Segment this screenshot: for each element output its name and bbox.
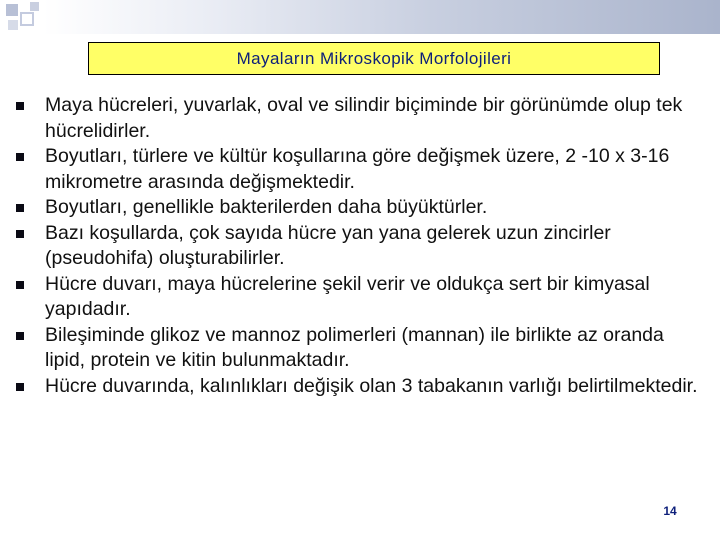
- square-bullet-icon: [16, 153, 24, 161]
- bullet-text: Hücre duvarı, maya hücrelerine şekil verir ve oldukça sert bir kimyasal yapıdadır.: [45, 272, 650, 320]
- square-bullet-icon: [16, 204, 24, 212]
- bullet-item: [0, 93, 720, 144]
- header-gradient: [0, 0, 720, 34]
- decorative-square-icon: [6, 4, 18, 16]
- slide-title: Mayaların Mikroskopik Morfolojileri: [236, 48, 512, 68]
- bullet-text: Boyutları, türlere ve kültür koşullarına göre değişmek üzere, 2 -10 x 3-16 mikrometre arasında değişmektedir.: [45, 145, 670, 193]
- bullet-text: Boyutları, genellikle bakterilerden daha büyüktürler.: [45, 196, 488, 218]
- decorative-square-icon: [30, 2, 39, 11]
- square-bullet-icon: [16, 102, 24, 110]
- bullet-list: [0, 93, 720, 399]
- bullet-text: Bazı koşullarda, çok sayıda hücre yan yana gelerek uzun zincirler (pseudohifa) oluşturabilirler.: [45, 221, 611, 269]
- bullet-item: [0, 195, 720, 221]
- bullet-item: [0, 144, 720, 195]
- square-bullet-icon: [16, 281, 24, 289]
- square-bullet-icon: [16, 230, 24, 238]
- bullet-text: Bileşiminde glikoz ve mannoz polimerleri (mannan) ile birlikte az oranda lipid, protein ve kitin bulunmaktadır.: [45, 323, 664, 371]
- page-number: 14: [663, 504, 677, 518]
- decorative-square-icon: [20, 12, 34, 26]
- slide-title-box: [88, 42, 660, 75]
- square-bullet-icon: [16, 383, 24, 391]
- bullet-item: [0, 323, 720, 374]
- top-decorative-band: [0, 0, 720, 40]
- bullet-text: Maya hücreleri, yuvarlak, oval ve silindir biçiminde bir görünümde olup tek hücrelidirler.: [45, 94, 683, 142]
- bullet-text: Hücre duvarında, kalınlıkları değişik olan 3 tabakanın varlığı belirtilmektedir.: [45, 374, 698, 397]
- bullet-item: [0, 221, 720, 272]
- bullet-item: [0, 272, 720, 323]
- square-bullet-icon: [16, 332, 24, 340]
- decorative-square-icon: [8, 20, 18, 30]
- bullet-item: [0, 374, 720, 400]
